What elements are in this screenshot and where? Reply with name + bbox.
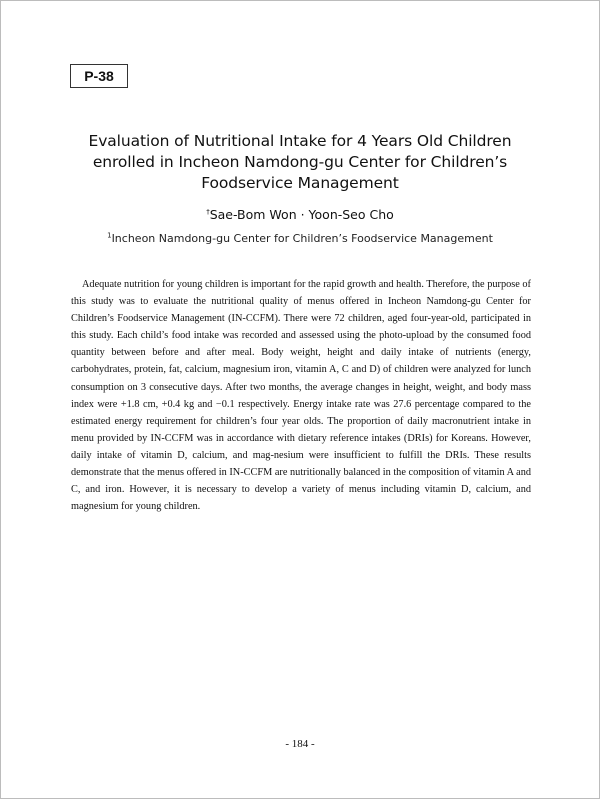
abstract-body: Adequate nutrition for young children is important for the rapid growth and health. Therefore, the purpose of this study was to evaluate the nutritional quality of menus offered in Incheon Namdong-gu Center for Children’s Foodservice Management (IN-CCFM). There were 72 children, aged four-year-old, participated in this study. Each child’s food intake was recorded and assessed using the photo-upload by the consumed food quantity between before and after meal. Body weight, height and daily intake of nutrients (energy, carbohydrates, protein, fat, calcium, magnesium iron, vitamin A, C and D) of children were analyzed for lunch consumption on 3 consecutive days. After two months, the average changes in height, weight, and body mass index were +1.8 cm, +0.4 kg and −0.1 respectively. Energy intake rate was 27.6 percentage compared to the estimated energy requirement for children’s four year olds. The proportion of daily macronutrient intake in menu provided by IN-CCFM was in accordance with dietary reference intakes (DRIs) for Koreans. However, daily intake of vitamin D, calcium, and mag-nesium were insufficient to fulfill the DRIs. These results demonstrate that the menus offered in IN-CCFM are nutritionally balanced in the composition of vitamin A and C, and iron. However, it is necessary to develop a variety of menus including vitamin D, calcium, and magnesium for young children. (71, 279, 531, 513)
title-line-1: Evaluation of Nutritional Intake for 4 Years Old Children (88, 132, 512, 150)
corresponding-author-mark: † (206, 207, 210, 216)
title-line-3: Foodservice Management (201, 174, 399, 192)
title-line-2: enrolled in Incheon Namdong-gu Center for Children’s (92, 153, 508, 171)
author-names: Sae-Bom Won · Yoon-Seo Cho (209, 207, 394, 222)
affiliation (0, 232, 600, 245)
page-number: - 184 - (285, 738, 315, 750)
paper-title (60, 131, 540, 194)
author-list (0, 207, 600, 222)
affiliation-mark: 1 (107, 231, 112, 240)
poster-id-box: P-38 (70, 64, 128, 88)
affiliation-text: Incheon Namdong-gu Center for Children’s Foodservice Management (111, 232, 493, 245)
